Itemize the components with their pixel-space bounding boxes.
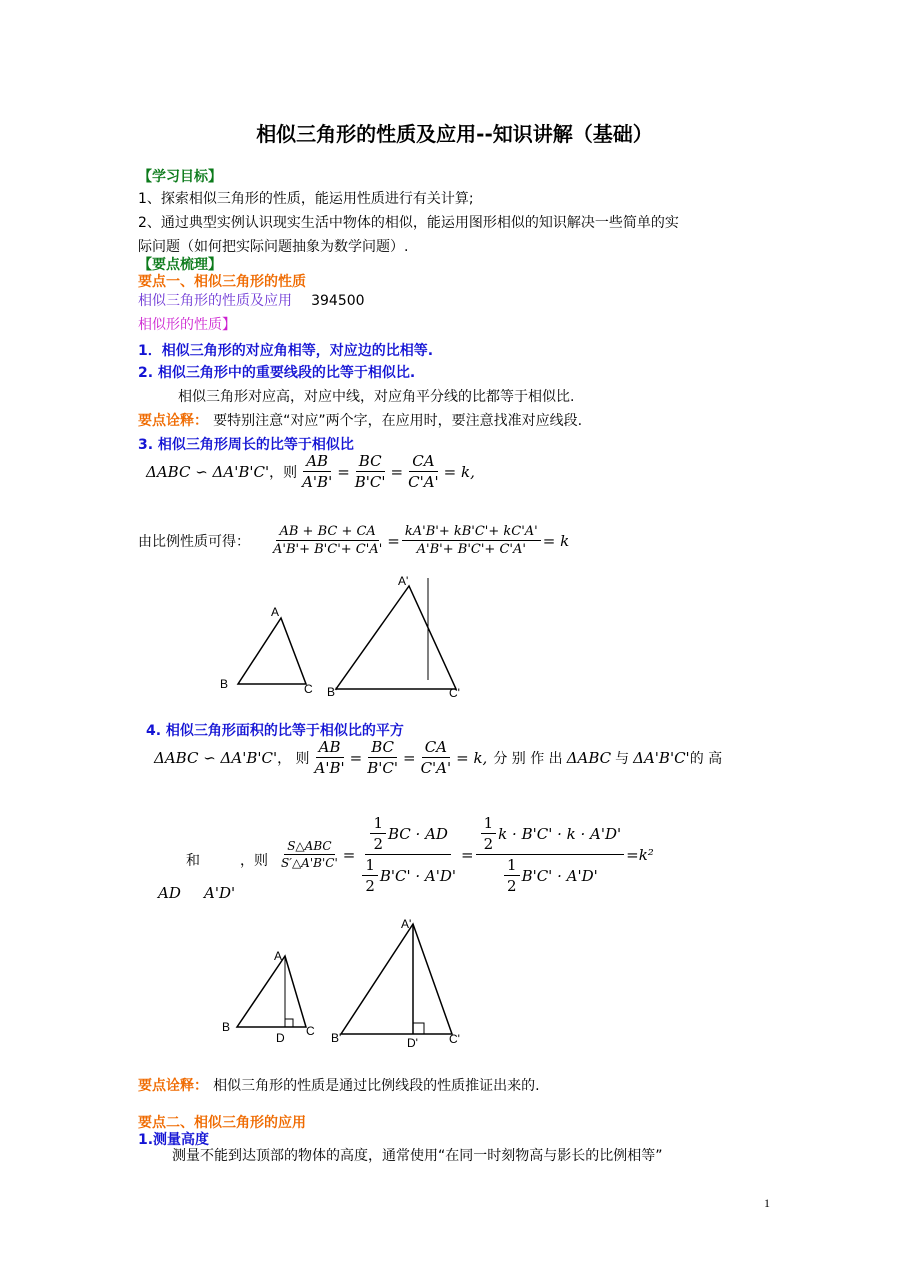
label-a1-2: A': [401, 917, 412, 931]
label-d1: D': [407, 1036, 418, 1050]
note-2: [138, 1075, 540, 1095]
label-b: B: [220, 677, 229, 691]
equals: =: [342, 845, 356, 864]
k-squared-ratio: $\frac{1}{2}$ k · B'C' · k · A'D' $\frac{1}{2}$ B'C' · A'D': [476, 814, 625, 895]
perimeter-ratio-formula: [146, 452, 475, 491]
measure-height-heading: 1.测量高度: [138, 1132, 210, 1148]
measure-height-text: 测量不能到达顶部的物体的高度，通常使用“在同一时刻物高与影长的比例相等”: [172, 1148, 663, 1164]
point2-heading: 要点二、相似三角形的应用: [138, 1115, 306, 1131]
property-1: 1．相似三角形的对应角相等，对应边的比相等.: [138, 343, 434, 359]
label-a: A: [271, 605, 280, 619]
objectives-heading: 【学习目标】: [138, 169, 222, 185]
video-link[interactable]: [138, 290, 365, 310]
objective-2-line2: 际问题（如何把实际问题抽象为数学问题）.: [138, 239, 409, 255]
property-3: 3. 相似三角形周长的比等于相似比: [138, 437, 354, 453]
point1-heading: 要点一、相似三角形的性质: [138, 274, 306, 290]
label-c: C: [304, 682, 313, 696]
ratio-ca: $\frac{CA}{C'A'}$: [408, 452, 439, 491]
equals: =: [402, 748, 416, 767]
triangle-abc-prime: [336, 586, 456, 689]
label-a1: A': [398, 574, 409, 588]
right-angle-mark: [285, 1019, 293, 1027]
height-ad-prime: A'D': [204, 884, 236, 902]
triangle-abc-prime-2: [341, 924, 452, 1034]
similar-statement-2: ΔABC ∽ ΔA'B'C': [154, 748, 278, 767]
label-b1: B': [327, 685, 338, 699]
then-word-2: ， 则: [277, 750, 310, 767]
triangles-figure-2: [210, 910, 480, 1050]
ratio-bc-2: $\frac{BC}{B'C'}$: [367, 738, 398, 777]
triangle-abc: [238, 618, 306, 684]
equals: =: [387, 531, 400, 550]
proportion-formula: [138, 524, 569, 557]
triangle-abc-2: [237, 956, 306, 1027]
equals-k: = k,: [443, 462, 475, 481]
summary-heading: 【要点梳理】: [138, 257, 222, 273]
sum-ratio: $\frac{AB + BC + CA}{A'B'+ B'C'+ C'A'}$: [273, 524, 383, 557]
page-title: 相似三角形的性质及应用--知识讲解（基础）: [256, 122, 653, 146]
label-c-2: C: [306, 1024, 315, 1038]
right-angle-mark-2: [413, 1023, 424, 1034]
height-ad: AD: [158, 884, 181, 902]
ratio-bc: $\frac{BC}{B'C'}$: [354, 452, 386, 491]
property-2: 2. 相似三角形中的重要线段的比等于相似比.: [138, 365, 416, 381]
label-c1-2: C': [449, 1032, 460, 1046]
equals: =: [390, 462, 404, 481]
page-number: 1: [764, 1196, 770, 1210]
area-ratio: $\frac{\text{S△ABC}}{S'\triangle A'B'C'}$: [281, 839, 338, 870]
link-text[interactable]: 相似三角形的性质及应用: [138, 293, 292, 309]
ratio-ab: $\frac{AB}{A'B'}$: [302, 452, 333, 491]
note2-label: 要点诠释：: [138, 1078, 208, 1094]
k-squared: =k²: [626, 845, 654, 864]
height-word: 的 高: [689, 750, 723, 767]
property-4: 4. 相似三角形面积的比等于相似比的平方: [146, 723, 404, 739]
equals: =: [349, 748, 363, 767]
note-1: [138, 410, 582, 430]
then-word-3: ，则: [240, 853, 268, 869]
triangle-abc-prime-text: ΔA'B'C': [633, 748, 690, 767]
k-sum-ratio: $\frac{kA'B'+ kB'C'+ kC'A'}{A'B'+ B'C'+ C'A'}$: [402, 524, 541, 557]
similar-statement: ΔABC ∽ ΔA'B'C': [146, 462, 270, 481]
label-b-2: B: [222, 1020, 231, 1034]
area-ratio-formula: [154, 738, 722, 777]
half-bc-ad-ratio: $\frac{1}{2}$ BC · AD $\frac{1}{2}$ B'C' · A'D': [357, 814, 459, 895]
triangle-abc-text: ΔABC: [566, 748, 612, 767]
link-code: 394500: [311, 293, 365, 309]
draw-text: 分 别 作 出: [493, 750, 563, 767]
equals-k: = k: [542, 531, 570, 550]
then-word: ，则: [269, 464, 298, 481]
label-d: D: [276, 1031, 285, 1045]
label-c1: C': [449, 686, 460, 700]
proportion-label: 由比例性质可得：: [138, 533, 250, 550]
note-text: 要特别注意“对应”两个字，在应用时，要注意找准对应线段.: [213, 413, 583, 429]
and-word-2: 和: [186, 853, 200, 869]
ratio-ca-2: $\frac{CA}{C'A'}$: [420, 738, 452, 777]
equals: =: [337, 462, 350, 481]
equals-k: = k,: [456, 748, 488, 767]
property-2-detail: 相似三角形对应高，对应中线，对应角平分线的比都等于相似比.: [178, 389, 575, 405]
equals: =: [461, 845, 474, 864]
ratio-ab-2: $\frac{AB}{A'B'}$: [314, 738, 345, 777]
sub-heading: 相似形的性质】: [138, 317, 236, 333]
objective-1: 1、探索相似三角形的性质，能运用性质进行有关计算;: [138, 191, 474, 207]
label-b1-2: B': [331, 1031, 342, 1045]
and-word: 与: [615, 750, 630, 767]
triangles-figure-1: [210, 572, 470, 702]
area-formula: [276, 814, 654, 895]
note-label: 要点诠释：: [138, 413, 208, 429]
objective-2-line1: 2、通过典型实例认识现实生活中物体的相似，能运用图形相似的知识解决一些简单的实: [138, 215, 679, 231]
label-a-2: A: [274, 949, 283, 963]
note2-text: 相似三角形的性质是通过比例线段的性质推证出来的.: [213, 1078, 540, 1094]
